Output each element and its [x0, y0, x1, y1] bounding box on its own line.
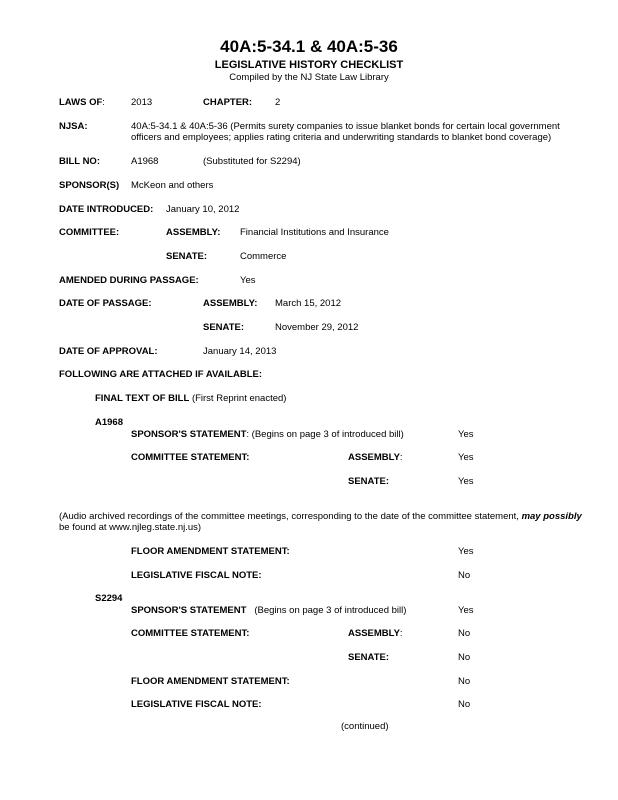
s2294-floor-label: FLOOR AMENDMENT STATEMENT: [131, 676, 290, 687]
final-text-note: (First Reprint enacted) [191, 393, 287, 404]
s2294-fiscal-label: LEGISLATIVE FISCAL NOTE: [131, 699, 262, 710]
final-text-label: FINAL TEXT OF BILL [95, 393, 190, 404]
approval-value: January 14, 2013 [203, 346, 277, 357]
a1968-assembly-colon: : [399, 452, 403, 463]
compiled-by: Compiled by the NJ State Law Library [229, 72, 389, 83]
committee-label: COMMITTEE: [59, 227, 120, 238]
sponsors-value: McKeon and others [131, 180, 214, 191]
laws-of-label-group [59, 97, 105, 109]
njsa-label: NJSA: [59, 121, 88, 132]
s2294-assembly-label: ASSEMBLY [348, 628, 400, 639]
s2294-senate-label: SENATE: [348, 652, 389, 663]
s2294-sponsor-row [131, 605, 406, 617]
continued-note: (continued) [341, 721, 389, 732]
a1968-sponsor-value: Yes [458, 429, 474, 440]
s2294-sponsor-label: SPONSOR'S STATEMENT [131, 605, 247, 616]
s2294-sponsor-value: Yes [458, 605, 474, 616]
a1968-assembly-label: ASSEMBLY [348, 452, 400, 463]
a1968-bill-label: A1968 [95, 417, 123, 428]
amended-value: Yes [240, 275, 256, 286]
laws-of-year: 2013 [131, 97, 153, 108]
approval-label: DATE OF APPROVAL: [59, 346, 158, 357]
a1968-committee-label: COMMITTEE STATEMENT: [131, 452, 250, 463]
passage-assembly-value: March 15, 2012 [275, 298, 342, 309]
s2294-committee-label: COMMITTEE STATEMENT: [131, 628, 250, 639]
passage-senate-value: November 29, 2012 [275, 322, 359, 333]
document-title: 40A:5-34.1 & 40A:5-36 [220, 37, 398, 56]
committee-senate-value: Commerce [240, 251, 287, 262]
a1968-assembly-value: Yes [458, 452, 474, 463]
chapter-label: CHAPTER: [203, 97, 253, 108]
a1968-assembly-row [348, 452, 403, 464]
audio-note-line-2: be found at www.njleg.state.nj.us) [59, 522, 202, 533]
audio-note-emphasis: may possibly [521, 511, 582, 522]
audio-note-text: (Audio archived recordings of the committee meetings, corresponding to the date of the committee statement, [59, 511, 522, 522]
s2294-fiscal-value: No [458, 699, 471, 710]
committee-senate-label: SENATE: [166, 251, 207, 262]
sponsors-label: SPONSOR(S) [59, 180, 120, 191]
amended-label: AMENDED DURING PASSAGE: [59, 275, 199, 286]
a1968-floor-value: Yes [458, 546, 474, 557]
date-introduced-label: DATE INTRODUCED: [59, 204, 154, 215]
s2294-bill-label: S2294 [95, 593, 123, 604]
passage-senate-label: SENATE: [203, 322, 244, 333]
a1968-senate-value: Yes [458, 476, 474, 487]
laws-of-label: LAWS OF [59, 97, 103, 108]
final-text-row [95, 393, 286, 405]
a1968-sponsor-note: : (Begins on page 3 of introduced bill) [246, 429, 404, 440]
bill-no-value: A1968 [131, 156, 159, 167]
s2294-assembly-value: No [458, 628, 471, 639]
a1968-fiscal-value: No [458, 570, 471, 581]
committee-assembly-value: Financial Institutions and Insurance [240, 227, 389, 238]
a1968-sponsor-label: SPONSOR'S STATEMENT [131, 429, 247, 440]
laws-of-colon: : [102, 97, 105, 108]
njsa-line-1: 40A:5-34.1 & 40A:5-36 (Permits surety companies to issue blanket bonds for certain local government [131, 121, 560, 132]
s2294-floor-value: No [458, 676, 471, 687]
chapter-value: 2 [275, 97, 281, 108]
a1968-fiscal-label: LEGISLATIVE FISCAL NOTE: [131, 570, 262, 581]
s2294-assembly-row [348, 628, 403, 640]
s2294-sponsor-note: (Begins on page 3 of introduced bill) [254, 605, 407, 616]
committee-assembly-label: ASSEMBLY: [166, 227, 221, 238]
a1968-floor-label: FLOOR AMENDMENT STATEMENT: [131, 546, 290, 557]
njsa-line-2: officers and employees; applies rating criteria and underwriting standards to blanket bond coverage) [131, 132, 552, 143]
bill-no-label: BILL NO: [59, 156, 100, 167]
document-subtitle: LEGISLATIVE HISTORY CHECKLIST [214, 59, 404, 71]
s2294-senate-value: No [458, 652, 471, 663]
date-introduced-value: January 10, 2012 [166, 204, 240, 215]
a1968-sponsor-row [131, 429, 404, 441]
passage-assembly-label: ASSEMBLY: [203, 298, 258, 309]
a1968-senate-label: SENATE: [348, 476, 389, 487]
following-heading: FOLLOWING ARE ATTACHED IF AVAILABLE: [59, 369, 262, 380]
s2294-assembly-colon: : [399, 628, 403, 639]
substituted-for: (Substituted for S2294) [203, 156, 301, 167]
passage-label: DATE OF PASSAGE: [59, 298, 152, 309]
